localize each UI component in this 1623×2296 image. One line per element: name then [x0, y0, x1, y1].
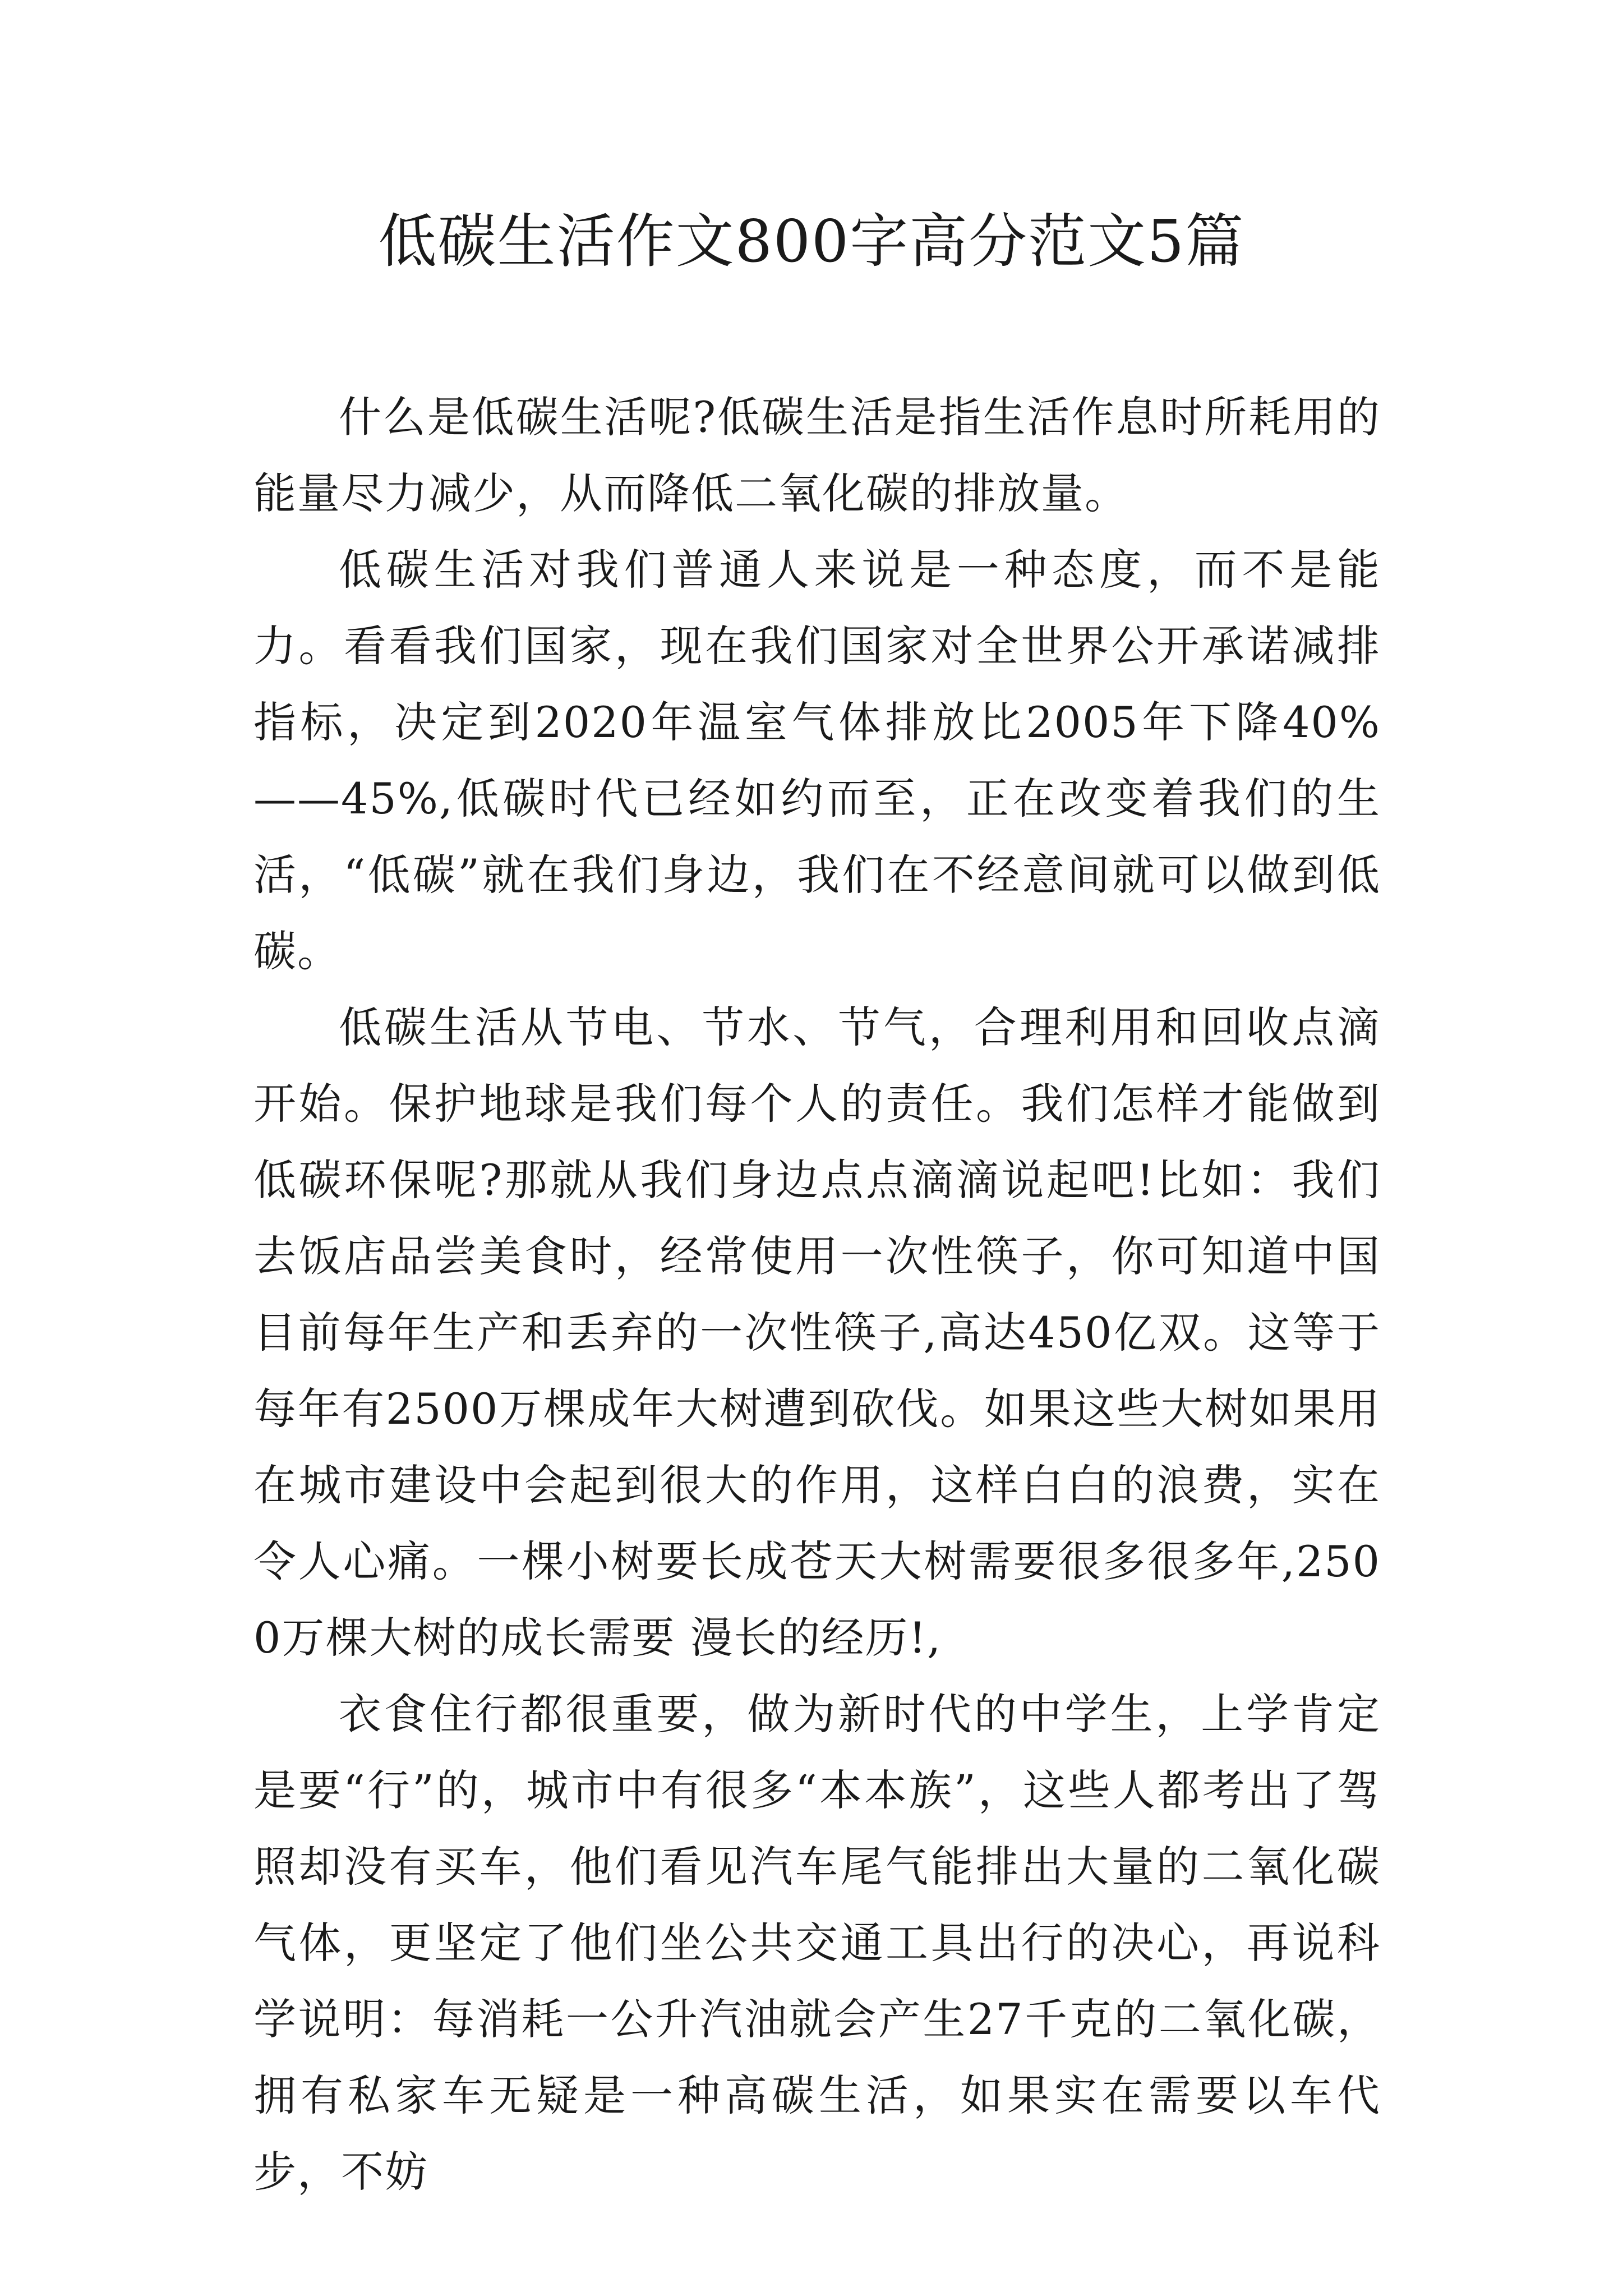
paragraph-2: 低碳生活对我们普通人来说是一种态度，而不是能力。看看我们国家，现在我们国家对全世界公开承诺减排指标，决定到2020年温室气体排放比2005年下降40%——45%,低碳时代已经如约而至，正在改变着我们的生活，“低碳”就在我们身边，我们在不经意间就可以做到低碳。	[253, 545, 1381, 976]
document-title: 低碳生活作文800字高分范文5篇	[378, 207, 1245, 275]
paragraph-4: 衣食住行都很重要，做为新时代的中学生，上学肯定是要“行”的，城市中有很多“本本族”，这些人都考出了驾照却没有买车，他们看见汽车尾气能排出大量的二氧化碳气体，更坚定了他们坐公共交通工具出行的决心，再说科学说明：每消耗一公升汽油就会产生27千克的二氧化碳，拥有私家车无疑是一种高碳生活，如果实在需要以车代步，不妨	[253, 1689, 1381, 2197]
document-body	[253, 379, 1381, 2210]
paragraph-3: 低碳生活从节电、节水、节气，合理利用和回收点滴开始。保护地球是我们每个人的责任。我们怎样才能做到低碳环保呢?那就从我们身边点点滴滴说起吧!比如：我们去饭店品尝美食时，经常使用一次性筷子，你可知道中国目前每年生产和丢弃的一次性筷子,高达450亿双。这等于每年有2500万棵成年大树遭到砍伐。如果这些大树如果用在城市建设中会起到很大的作用，这样白白的浪费，实在令人心痛。一棵小树要长成苍天大树需要很多很多年,2500万棵大树的成长需要 漫长的经历!,	[253, 1002, 1381, 1663]
paragraph-1: 什么是低碳生活呢?低碳生活是指生活作息时所耗用的能量尽力减少，从而降低二氧化碳的排放量。	[253, 392, 1381, 518]
